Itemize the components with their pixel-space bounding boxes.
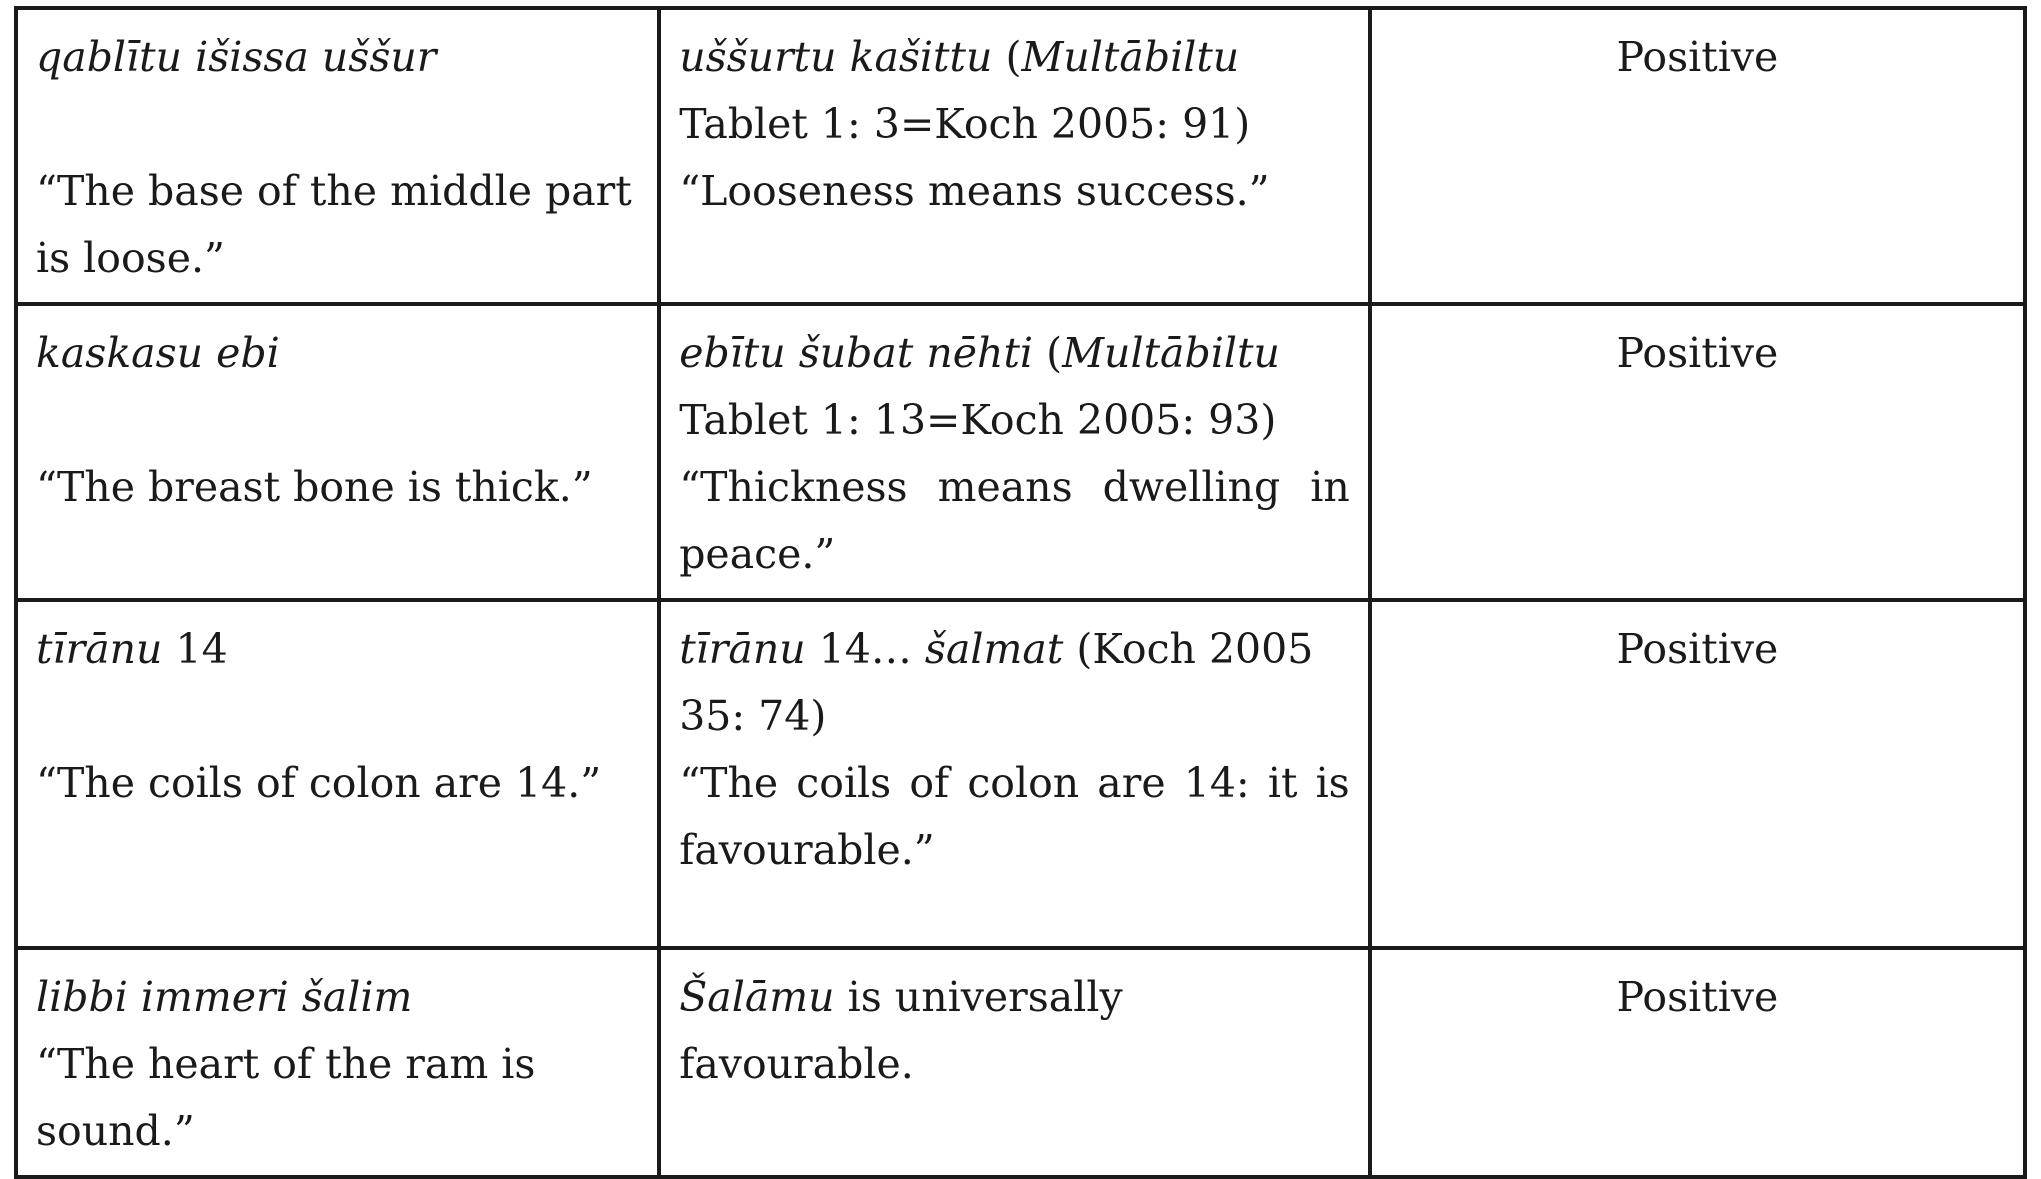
source-term: uššurtu kašittu (679, 33, 993, 81)
source-citation: uššurtu kašittu (Multābiltu Tablet 1: 3=Koch 2005: 91) (679, 33, 1251, 148)
protasis-translation: “The coils of colon are 14.” (36, 759, 602, 807)
source-translation: “Thickness means dwelling in peace.” (679, 463, 1350, 578)
source-ref-italic: Multābiltu (1062, 329, 1280, 377)
source-translation: “Looseness means success.” (679, 167, 1270, 215)
source-term: tīrānu (679, 625, 806, 673)
table-row (16, 8, 2025, 304)
source-ref-italic: Multābiltu (1021, 33, 1240, 81)
evaluation-label: Positive (1616, 329, 1779, 377)
protasis-text: qablītu išissa uššur (36, 33, 437, 81)
protasis-text (36, 616, 639, 683)
protasis-cell (16, 304, 659, 600)
protasis-text: libbi immeri šalim (36, 973, 413, 1021)
source-ref: Tablet 1: 3=Koch 2005: 91) (679, 100, 1251, 148)
protasis-term: tīrānu (36, 625, 163, 673)
protasis-translation: “The base of the middle part is loose.” (36, 167, 632, 282)
source-cell (659, 304, 1370, 600)
table-row (16, 304, 2025, 600)
source-cell (659, 600, 1370, 948)
protasis-cell (16, 600, 659, 948)
source-mid: 14… (818, 625, 912, 673)
source-citation (679, 964, 1350, 1098)
source-ref: Tablet 1: 13=Koch 2005: 93) (679, 396, 1277, 444)
omen-table (14, 6, 2027, 1179)
evaluation-cell (1370, 600, 2025, 948)
source-text: is universally favourable. (679, 973, 1123, 1088)
source-ref: (Koch 2005 35: 74) (679, 625, 1314, 740)
source-translation: “The coils of colon are 14: it is favourable.” (679, 759, 1350, 874)
spacer (36, 91, 639, 158)
source-cell (659, 8, 1370, 304)
evaluation-cell (1370, 8, 2025, 304)
protasis-translation: “The breast bone is thick.” (36, 463, 593, 511)
source-term: Šalāmu (679, 973, 835, 1021)
source-citation (679, 616, 1350, 750)
table-row (16, 600, 2025, 948)
evaluation-label: Positive (1616, 973, 1779, 1021)
protasis-translation: “The heart of the ram is sound.” (36, 1040, 536, 1155)
source-term-b: šalmat (924, 625, 1064, 673)
evaluation-cell (1370, 304, 2025, 600)
evaluation-cell (1370, 948, 2025, 1177)
protasis-cell (16, 948, 659, 1177)
protasis-number: 14 (175, 625, 228, 673)
evaluation-label: Positive (1616, 33, 1779, 81)
evaluation-label: Positive (1616, 625, 1779, 673)
table-row (16, 948, 2025, 1177)
protasis-cell (16, 8, 659, 304)
source-term: ebītu šubat nēhti (679, 329, 1034, 377)
source-citation: ebītu šubat nēhti (Multābiltu Tablet 1: 13=Koch 2005: 93) (679, 329, 1280, 444)
spacer (36, 387, 639, 454)
source-cell (659, 948, 1370, 1177)
protasis-text: kaskasu ebi (36, 329, 280, 377)
spacer (36, 683, 639, 750)
